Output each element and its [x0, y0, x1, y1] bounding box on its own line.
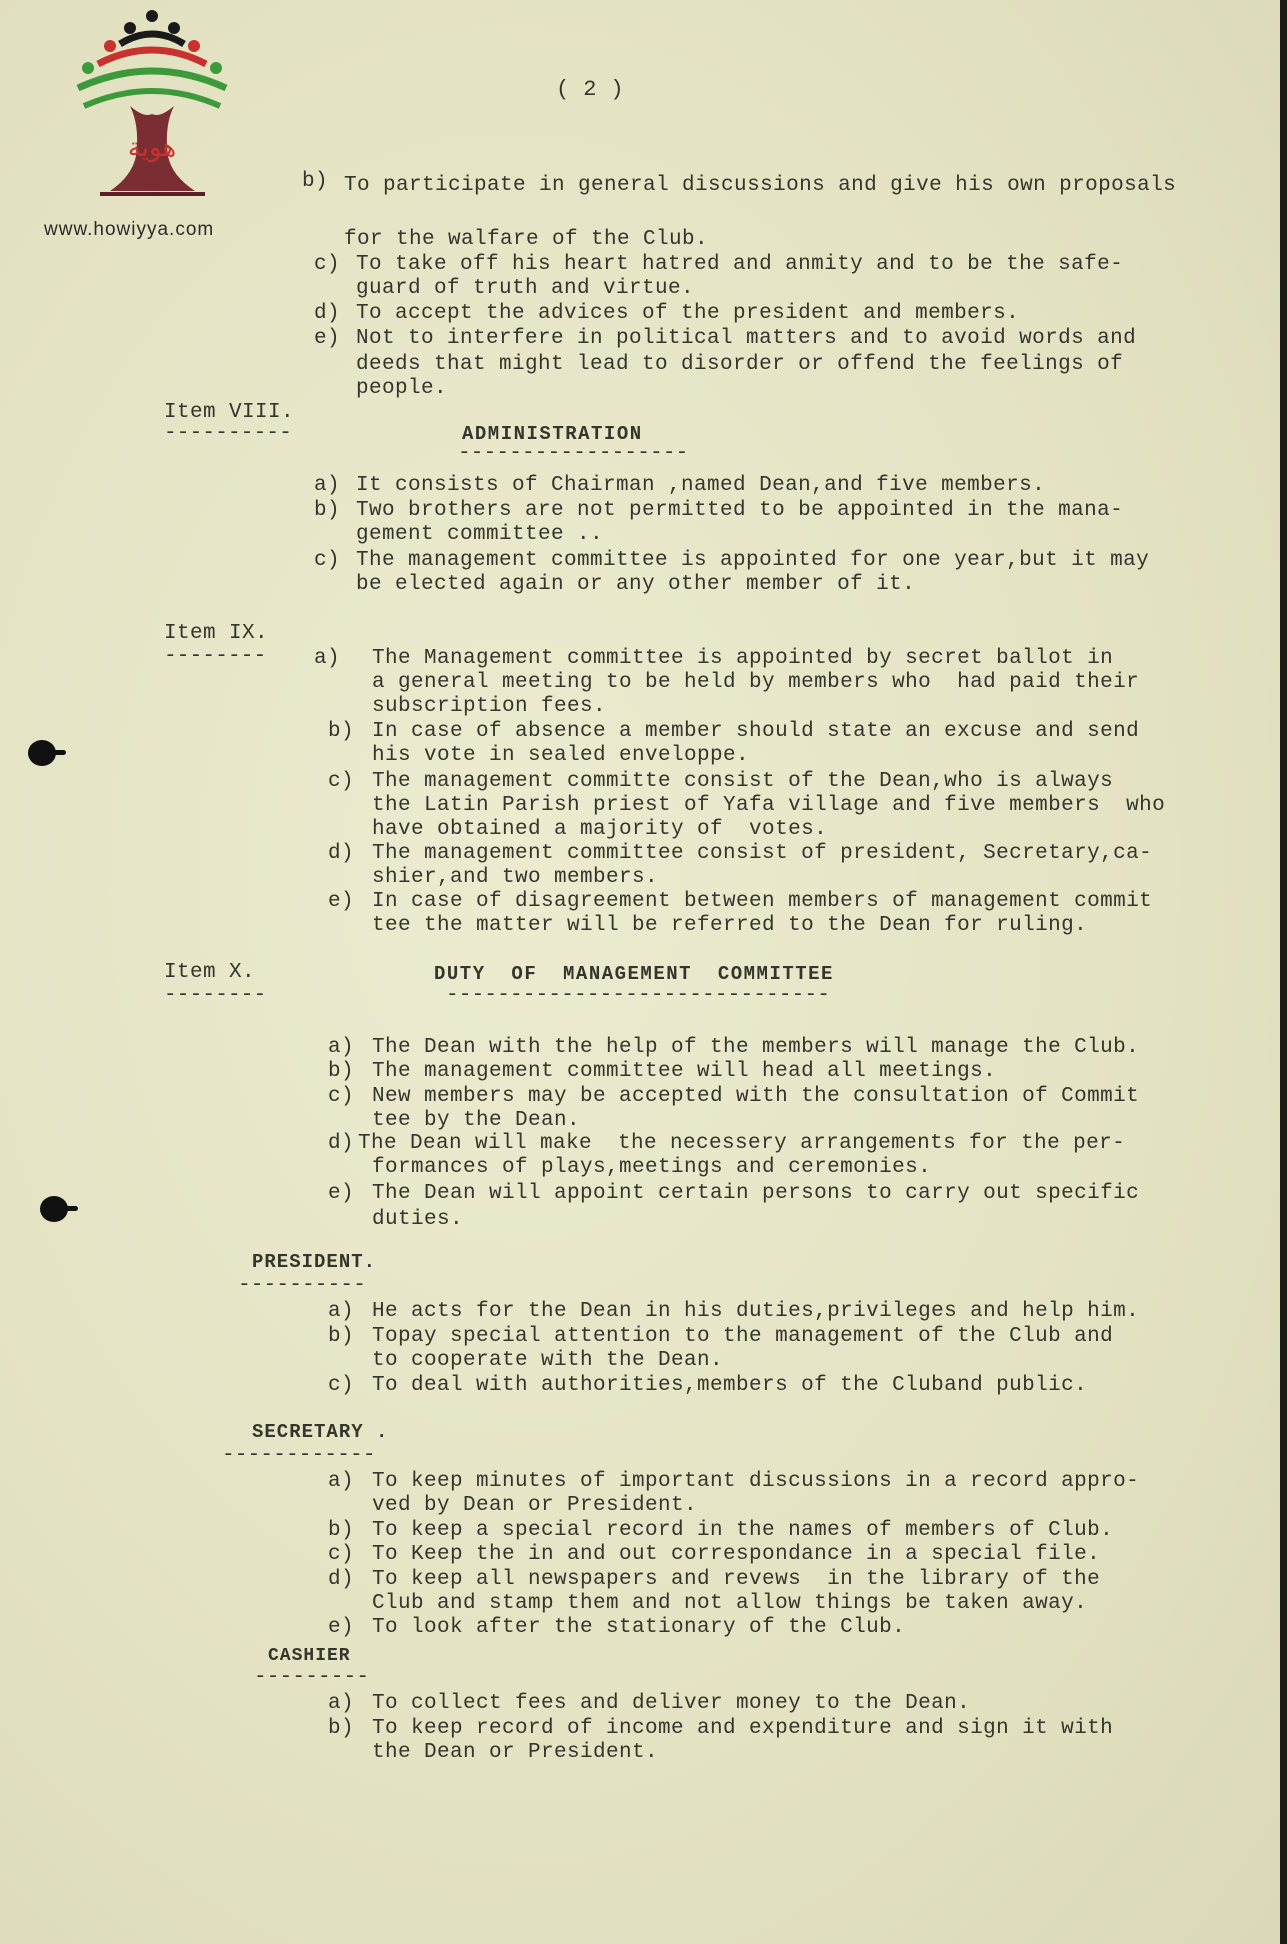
howiyya-logo	[70, 6, 235, 211]
point-label: b)	[328, 1519, 355, 1542]
point-label: b)	[328, 1325, 355, 1348]
item-underline: --------	[164, 645, 267, 668]
point-label: a)	[328, 1300, 355, 1323]
point-label: d)	[328, 1568, 355, 1591]
text-line: gement committee ..	[356, 523, 604, 546]
point-label: c)	[328, 1543, 355, 1566]
text-line: To deal with authorities,members of the Cluband public.	[372, 1374, 1088, 1397]
text-line: duties.	[372, 1208, 464, 1231]
text-line: guard of truth and virtue.	[356, 277, 695, 300]
text-line: people.	[356, 377, 448, 400]
point-label: c)	[328, 770, 355, 793]
text-line: To look after the stationary of the Club.	[372, 1616, 906, 1639]
heading-underline: ------------------------------	[446, 984, 831, 1007]
text-line: The Dean with the help of the members will manage the Club.	[372, 1036, 1140, 1059]
point-label: b)	[328, 1717, 355, 1740]
text-line: the Latin Parish priest of Yafa village and five members who	[372, 794, 1166, 817]
text-line: a general meeting to be held by members who had paid their	[372, 671, 1140, 694]
point-label: a)	[314, 647, 341, 670]
text-line: be elected again or any other member of it.	[356, 573, 916, 596]
text-line: He acts for the Dean in his duties,privileges and help him.	[372, 1300, 1140, 1323]
point-label: e)	[314, 327, 341, 350]
text-line: Two brothers are not permitted to be appointed in the mana-	[356, 499, 1124, 522]
point-label: e)	[328, 1182, 355, 1205]
point-label: e)	[328, 1616, 355, 1639]
text-line: tee by the Dean.	[372, 1109, 581, 1132]
point-label: a)	[328, 1470, 355, 1493]
text-line: have obtained a majority of votes.	[372, 818, 828, 841]
subsection-underline: ----------	[238, 1274, 367, 1297]
point-label: d)	[328, 842, 355, 865]
text-line: for the walfare of the Club.	[344, 228, 709, 251]
text-line: The management committee is appointed for one year,but it may	[356, 549, 1150, 572]
text-line: To keep all newspapers and revews in the library of the	[372, 1568, 1101, 1591]
text-line: To Keep the in and out correspondance in a special file.	[372, 1543, 1101, 1566]
point-label: d)	[314, 302, 341, 325]
punch-hole-lower	[40, 1196, 68, 1222]
text-line: To keep a special record in the names of members of Club.	[372, 1519, 1114, 1542]
text-line: To keep minutes of important discussions in a record appro-	[372, 1470, 1140, 1493]
point-label: d)	[328, 1132, 355, 1155]
text-line: To accept the advices of the president and members.	[356, 302, 1020, 325]
text-line: shier,and two members.	[372, 866, 659, 889]
item-label: Item IX.	[164, 622, 269, 645]
logo-script: هوية	[127, 133, 177, 163]
text-line: The management committe consist of the Dean,who is always	[372, 770, 1114, 793]
punch-hole-upper	[28, 740, 56, 766]
scan-edge	[1280, 0, 1287, 1944]
text-line: subscription fees.	[372, 695, 607, 718]
text-line: In case of absence a member should state an excuse and send	[372, 720, 1140, 743]
heading-underline: ------------------	[458, 442, 689, 465]
point-label: b)	[328, 720, 355, 743]
item-label: Item VIII.	[164, 401, 295, 424]
page-number: ( 2 )	[556, 77, 625, 102]
text-line: Topay special attention to the management of the Club and	[372, 1325, 1114, 1348]
text-line: To collect fees and deliver money to the Dean.	[372, 1692, 971, 1715]
text-line: tee the matter will be referred to the Dean for ruling.	[372, 914, 1088, 937]
text-line: In case of disagreement between members of management commit	[372, 890, 1153, 913]
item-label: Item X.	[164, 961, 256, 984]
point-label: c)	[314, 549, 341, 572]
text-line: The Dean will make the necessery arrangements for the per-	[358, 1132, 1126, 1155]
text-line: deeds that might lead to disorder or offend the feelings of	[356, 353, 1124, 376]
text-line: to cooperate with the Dean.	[372, 1349, 724, 1372]
text-line: To participate in general discussions and give his own proposals	[344, 174, 1177, 197]
subsection-heading: PRESIDENT.	[252, 1251, 377, 1273]
point-label: b)	[302, 170, 329, 193]
point-label: b)	[314, 499, 341, 522]
subsection-underline: ---------	[254, 1666, 370, 1689]
logo-people	[78, 10, 226, 106]
text-line: The Management committee is appointed by secret ballot in	[372, 647, 1114, 670]
text-line: his vote in sealed enveloppe.	[372, 744, 750, 767]
text-line: The management committee will head all meetings.	[372, 1060, 997, 1083]
section-heading: DUTY OF MANAGEMENT COMMITTEE	[434, 963, 834, 985]
text-line: The management committee consist of president, Secretary,ca-	[372, 842, 1153, 865]
text-line: the Dean or President.	[372, 1741, 659, 1764]
point-label: a)	[328, 1692, 355, 1715]
point-label: a)	[314, 474, 341, 497]
subsection-heading: SECRETARY .	[252, 1421, 389, 1443]
subsection-heading: CASHIER	[268, 1646, 351, 1666]
point-label: c)	[314, 253, 341, 276]
text-line: To keep record of income and expenditure and sign it with	[372, 1717, 1114, 1740]
text-line: Club and stamp them and not allow things be taken away.	[372, 1592, 1088, 1615]
point-label: c)	[328, 1374, 355, 1397]
text-line: Not to interfere in political matters and to avoid words and	[356, 327, 1137, 350]
text-line: The Dean will appoint certain persons to carry out specific	[372, 1182, 1140, 1205]
point-label: e)	[328, 890, 355, 913]
point-label: b)	[328, 1060, 355, 1083]
point-label: c)	[328, 1085, 355, 1108]
item-underline: ----------	[164, 422, 293, 445]
item-underline: --------	[164, 984, 267, 1007]
logo-website: www.howiyya.com	[44, 219, 215, 240]
point-label: a)	[328, 1036, 355, 1059]
text-line: formances of plays,meetings and ceremonies.	[372, 1156, 932, 1179]
text-line: To take off his heart hatred and anmity and to be the safe-	[356, 253, 1124, 276]
text-line: It consists of Chairman ,named Dean,and five members.	[356, 474, 1046, 497]
subsection-underline: ------------	[222, 1444, 376, 1467]
text-line: New members may be accepted with the consultation of Commit	[372, 1085, 1140, 1108]
text-line: ved by Dean or President.	[372, 1494, 698, 1517]
section-heading: ADMINISTRATION	[462, 423, 643, 445]
